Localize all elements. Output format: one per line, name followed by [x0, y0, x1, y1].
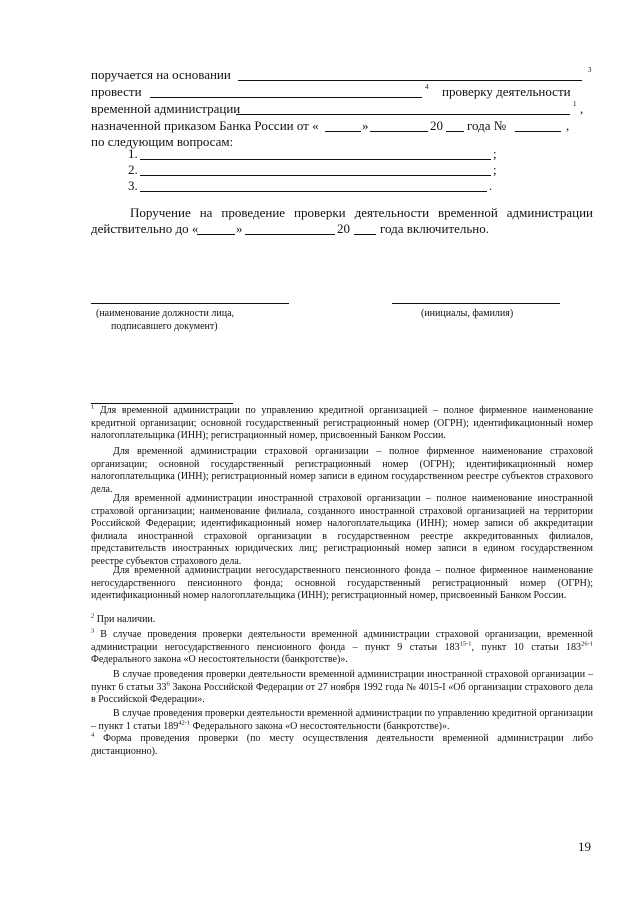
- question-3-field[interactable]: [140, 191, 487, 192]
- footnote-3-paragraph-3: [91, 708, 593, 733]
- questions-label: по следующим вопросам:: [91, 134, 234, 149]
- temp-admin-field[interactable]: [236, 114, 570, 115]
- position-line[interactable]: [91, 303, 289, 304]
- semicolon: ;: [493, 162, 497, 177]
- valid-month-field[interactable]: [245, 234, 335, 235]
- footnote-text: Федерального закона «О несостоятельности (банкротстве)».: [190, 720, 450, 732]
- name-caption: (инициалы, фамилия): [421, 308, 514, 319]
- footnote-3-paragraph-2: [91, 669, 593, 707]
- footnote-mark: 4: [91, 731, 95, 739]
- footnote-text: Для временной администрации по управлению кредитной организацией – полное фирменное наименование кредитной организации; основной государственный регистрационный номер (ОГРН); идентификационный номер налогоплательщика (ИНН); регистрационный номер, присвоенный Банком России.: [91, 405, 594, 442]
- comma: ,: [566, 118, 570, 133]
- question-3-number: 3.: [128, 178, 138, 193]
- quote-close: »: [236, 221, 243, 236]
- footnote-ref-3: 3: [588, 66, 592, 74]
- question-1-number: 1.: [128, 146, 138, 161]
- footnote-mark: 1: [91, 403, 95, 411]
- footnote-text-sup: 6: [166, 680, 170, 688]
- name-line[interactable]: [392, 303, 560, 304]
- order-month-field[interactable]: [370, 131, 428, 132]
- conduct-label: провести: [91, 84, 142, 99]
- valid-until-label: действительно до «: [91, 221, 199, 236]
- year-number-label: года №: [467, 118, 507, 133]
- basis-label: поручается на основании: [91, 67, 231, 82]
- footnote-text: В случае проведения проверки деятельности временной администрации страховой организации, временной администрации негосударственного пенсионного фонда – пункт 9 статьи 183: [91, 629, 594, 653]
- footnote-mark: 3: [91, 627, 95, 635]
- footnote-mark: 2: [91, 612, 95, 620]
- footnote-1: [91, 405, 593, 443]
- question-2-field[interactable]: [140, 175, 491, 176]
- footnote-text: Для временной администрации страховой организации – полное фирменное наименование страховой организации; основной государственный регистрационный номер (ОГРН); идентификационный номер налогоплательщика (ИНН); регистрационный номер записи в едином государственном реестре субъектов страхового дела.: [91, 446, 593, 495]
- question-2-number: 2.: [128, 162, 138, 177]
- comma: ,: [580, 101, 584, 116]
- position-caption: (наименование должности лица,: [96, 308, 235, 319]
- footnote-text: Федерального закона «О несостоятельности (банкротстве)».: [91, 654, 348, 666]
- footnote-text: Форма проведения проверки (по месту осуществления деятельности временной администрации либо дистанционно).: [91, 733, 594, 757]
- century-label: 20: [430, 118, 443, 133]
- basis-field[interactable]: [238, 80, 582, 81]
- footnote-4: [91, 733, 593, 758]
- order-day-field[interactable]: [325, 131, 361, 132]
- footnote-text-sup: 42-1: [178, 719, 191, 727]
- inclusive-label: года включительно.: [380, 221, 489, 236]
- footnote-text: В случае проведения проверки деятельности временной администрации иностранной страховой организации – пункт 6 статьи 33: [91, 669, 593, 693]
- century-label: 20: [337, 221, 350, 236]
- order-year-field[interactable]: [446, 131, 464, 132]
- footnote-separator: [91, 403, 233, 404]
- footnote-text: Для временной администрации иностранной страховой организации – полное наименование иностранной страховой организации; наименование филиала, созданного иностранной страховой организацией на территории Российской Федерации; идентификационный номер налогоплательщика (ИНН); номер записи об аккредитации филиала иностранной страховой организации в государственном реестре аккредитованных филиалов, представительств иностранных юридических лиц; регистрационный номер записи в едином государственном реестре субъектов страхового дела.: [91, 493, 593, 567]
- quote-close: »: [362, 118, 369, 133]
- temp-admin-label: временной администрации: [91, 101, 241, 116]
- footnote-2: [91, 614, 593, 627]
- footnote-text: При наличии.: [96, 614, 156, 625]
- footnote-text-sup: 26-1: [581, 640, 593, 648]
- footnote-text: Для временной администрации негосударственного пенсионного фонда – полное фирменное наименование негосударственного пенсионного фонда; основной государственный регистрационный номер (ОГРН); идентификационный номер налогоплательщика (ИНН); регистрационный номер, присвоенный Банком России.: [91, 565, 593, 602]
- footnote-text: Закона Российской Федерации от 27 ноября 1992 года № 4015-I «Об организации страхового дела в Российской Федерации».: [91, 681, 593, 706]
- semicolon: ;: [493, 146, 497, 161]
- validity-text: Поручение на проведение проверки деятельности временной администрации: [130, 205, 593, 220]
- valid-year-field[interactable]: [354, 234, 376, 235]
- page-number: 19: [578, 839, 591, 854]
- period: .: [489, 178, 493, 193]
- valid-day-field[interactable]: [197, 234, 235, 235]
- question-1-field[interactable]: [140, 159, 491, 160]
- order-number-field[interactable]: [515, 131, 561, 132]
- footnote-3: [91, 629, 593, 667]
- footnote-text: , пункт 10 статьи 183: [471, 641, 582, 653]
- order-label: назначенной приказом Банка России от «: [91, 118, 319, 133]
- footnote-1-paragraph-2: [91, 446, 593, 496]
- footnote-ref-4: 4: [425, 83, 429, 91]
- check-activity-label: проверку деятельности: [442, 84, 571, 99]
- footnote-1-paragraph-3: [91, 493, 593, 569]
- footnote-text-sup: 15-1: [459, 640, 472, 648]
- position-caption-2: подписавшего документ): [111, 321, 218, 332]
- footnote-ref-1: 1: [573, 100, 577, 108]
- footnote-1-paragraph-4: [91, 565, 593, 603]
- footnote-text: В случае проведения проверки деятельности временной администрации по управлению кредитной организации – пункт 1 статьи 189: [91, 708, 593, 732]
- check-form-field[interactable]: [150, 97, 422, 98]
